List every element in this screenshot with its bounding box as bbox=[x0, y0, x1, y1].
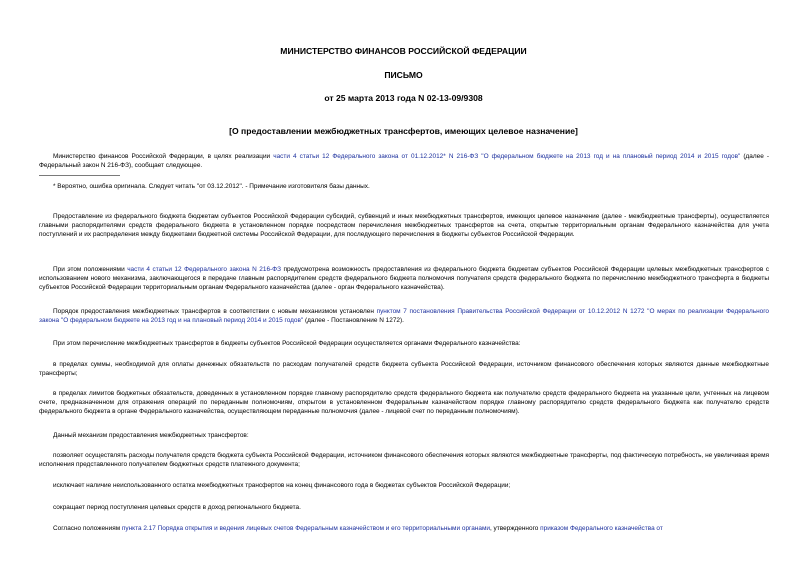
accounts-procedure-link[interactable]: пункта 2.17 Порядка открытия и ведения лицевых счетов Федеральным казначейством и его территориальными органами bbox=[121, 525, 490, 532]
paragraph-text: , утвержденного bbox=[489, 525, 541, 532]
paragraph-excludes-balance: исключает наличие неиспользованного остатка межбюджетных трансфертов на конец финансового года в бюджетах субъектов Российской Федерации; bbox=[53, 482, 511, 489]
paragraph-budget-limits: в пределах лимитов бюджетных обязательств, доведенных в установленном порядке главному распорядителю средств федерального бюджета как получателю средств федерального бюджета на указанные цели, учтенных на лицевом счете, предназначенном для отражения операций по переданным полномочиям, открытом в установленном Федеральным казначейством порядке главному распорядителю средств федерального бюджета как получателю средств федерального бюджета в органе Федерального казначейства, осуществляющем переданные полномочия (далее - лицевой счет по переданным полномочиям). bbox=[39, 390, 769, 416]
ministry-heading: МИНИСТЕРСТВО ФИНАНСОВ РОССИЙСКОЙ ФЕДЕРАЦИИ bbox=[280, 46, 527, 56]
paragraph-new-mechanism bbox=[39, 265, 769, 293]
date-number-heading: от 25 марта 2013 года N 02-13-09/9308 bbox=[324, 93, 483, 103]
paragraph-text: Порядок предоставления межбюджетных трансфертов в соответствии с новым механизмом установлен bbox=[53, 308, 377, 315]
paragraph-allows-expenses: позволяет осуществлять расходы получателя средств бюджета субъекта Российской Федерации, источником финансового обеспечения которых являются межбюджетные трансферты, под фактическую потребность, не увеличивая время исполнения представленного получателем бюджетных средств платежного документа; bbox=[39, 452, 769, 469]
resolution-1272-link[interactable]: пунктом 7 постановления Правительства Российской Федерации от 10.12.2012 N 1272 "О мерах по реализации Федерального закона "О федеральном бюджете на 2013 год и на плановый период 2014 и 2015 годов" bbox=[39, 308, 769, 325]
paragraph-text: Согласно положениям bbox=[53, 525, 122, 532]
law-216-link[interactable]: части 4 статьи 12 Федерального закона от 01.12.2012* N 216-ФЗ "О федеральном бюджете на 2013 год и на плановый период 2014 и 2015 годов" bbox=[273, 153, 741, 160]
paragraph-sum-limit: в пределах суммы, необходимой для оплаты денежных обязательств по расходам получателей средств бюджета субъекта Российской Федерации, источником финансового обеспечения которых являются данные межбюджетные трансферты; bbox=[39, 361, 769, 378]
paragraph-text: При этом положениями bbox=[53, 266, 128, 273]
paragraph-transfer-conditions: При этом перечисление межбюджетных трансфертов в бюджеты субъектов Российской Федерации осуществляется органами Федерального казначейства: bbox=[53, 340, 521, 347]
paragraph-text: (далее - Федеральный закон N 216-ФЗ), сообщает следующее. bbox=[39, 153, 769, 170]
footnote-divider bbox=[39, 175, 120, 176]
paragraph-reduces-period: сокращает период поступления целевых средств в доход регионального бюджета. bbox=[53, 504, 301, 511]
paragraph-mechanism-intro: Данный механизм предоставления межбюджетных трансфертов: bbox=[53, 432, 249, 439]
footnote: * Вероятно, ошибка оригинала. Следует читать "от 03.12.2012". - Примечание изготовителя базы данных. bbox=[53, 183, 370, 190]
paragraph-text: (далее - Постановление N 1272). bbox=[303, 317, 404, 325]
paragraph-procedure bbox=[39, 307, 769, 325]
document-type-heading: ПИСЬМО bbox=[384, 70, 423, 80]
paragraph-text: Министерство финансов Российской Федерации, в целях реализации bbox=[53, 153, 274, 160]
paragraph-transfers: Предоставление из федерального бюджета бюджетам субъектов Российской Федерации субсидий, субвенций и иных межбюджетных трансфертов, имеющих целевое назначение (далее - межбюджетные трансферты), осуществляется главными распорядителями средств федерального бюджета в установленном порядке посредством перечисления межбюджетных трансфертов на счета, открытые территориальным органам Федерального казначейства для учета поступлений и их распределения между бюджетами бюджетной системы Российской Федерации, для последующего перечисления в бюджеты субъектов Российской Федерации. bbox=[39, 213, 769, 239]
paragraph-according-to bbox=[39, 524, 769, 533]
subject-heading: [О предоставлении межбюджетных трансфертов, имеющих целевое назначение] bbox=[229, 126, 578, 136]
paragraph-text: предусмотрена возможность предоставления из федерального бюджета бюджетам субъектов Российской Федерации целевых межбюджетных трансфертов с использованием нового механизма, заключающегося в передаче главным распорядителем средств федерального бюджета полномочия получателя средств федерального бюджета по перечислению межбюджетного трансферта в бюджеты субъектов Российской Федерации территориальным органам Федерального казначейства (далее - орган Федерального казначейства). bbox=[39, 266, 770, 292]
treasury-order-link[interactable]: приказом Федерального казначейства от bbox=[540, 525, 663, 532]
paragraph-intro bbox=[39, 152, 769, 170]
law-216-article-link[interactable]: части 4 статьи 12 Федерального закона N 216-ФЗ bbox=[127, 266, 281, 273]
